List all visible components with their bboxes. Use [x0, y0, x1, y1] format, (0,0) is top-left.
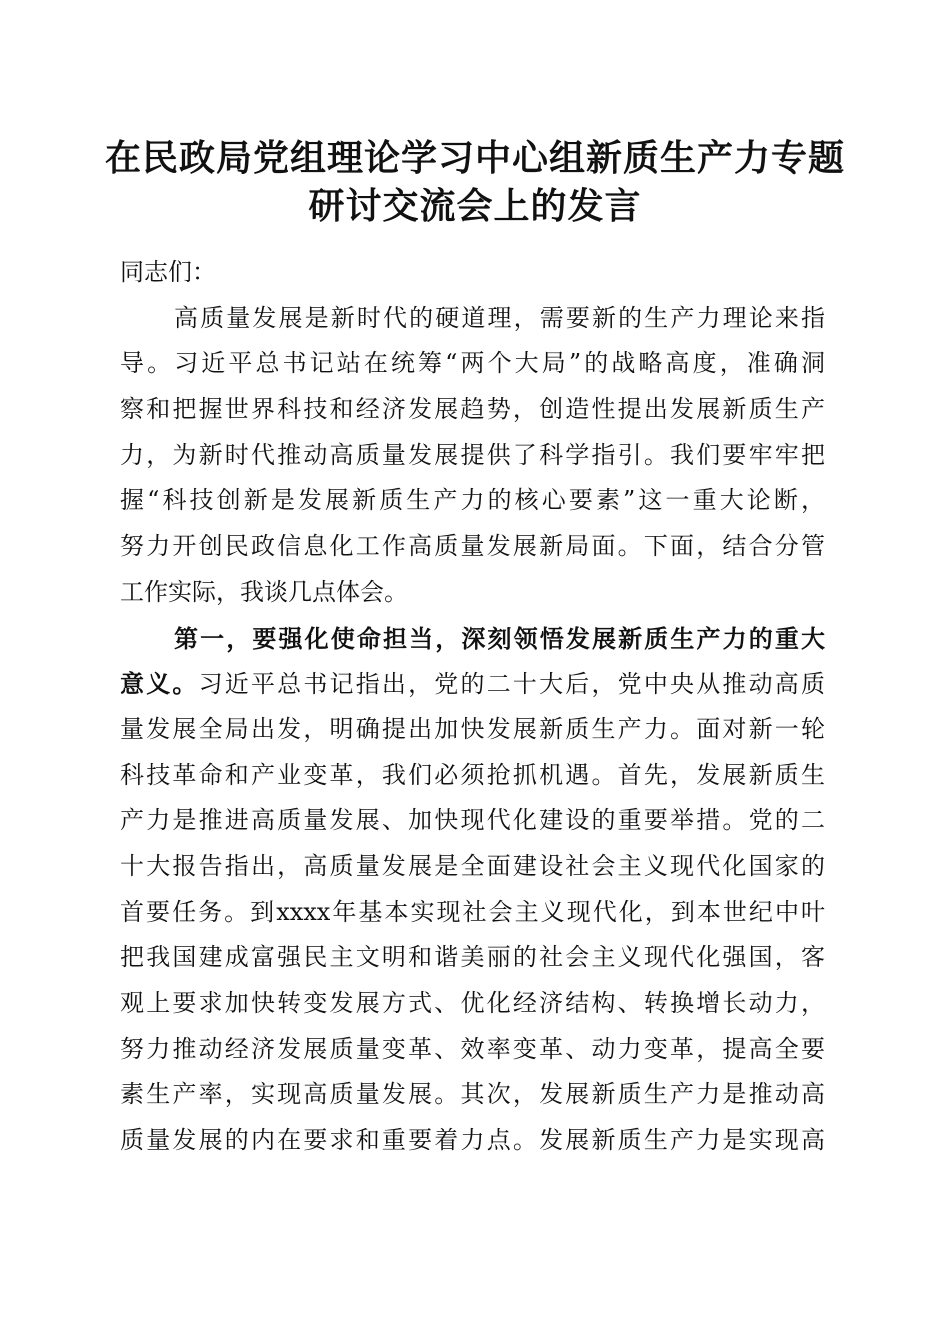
- paragraph-1-line: 力，为新时代推动高质量发展提供了科学指引。我们要牢牢把: [120, 440, 825, 469]
- section-heading-end: 意义。: [120, 669, 199, 699]
- salutation: 同志们：: [120, 258, 216, 286]
- paragraph-2-line: 观上要求加快转变发展方式、优化经济结构、转换增长动力，: [120, 989, 825, 1017]
- paragraph-1-line: 握“科技创新是发展新质生产力的核心要素”这一重大论断，: [120, 486, 825, 515]
- paragraph-1-line: 导。习近平总书记站在统筹“两个大局”的战略高度，准确洞: [120, 349, 825, 378]
- paragraph-2-line: 习近平总书记指出，党的二十大后，党中央从推动高质: [198, 670, 825, 699]
- paragraph-1-line: 高质量发展是新时代的硬道理，需要新的生产力理论来指: [174, 303, 825, 332]
- paragraph-1-line: 努力开创民政信息化工作高质量发展新局面。下面，结合分管: [120, 532, 825, 561]
- paragraph-2-line: 科技革命和产业变革，我们必须抢抓机遇。首先，发展新质生: [120, 760, 825, 789]
- paragraph-2-line: 产力是推进高质量发展、加快现代化建设的重要举措。党的二: [120, 806, 825, 835]
- document-title-line-2: 研讨交流会上的发言: [308, 185, 642, 227]
- document-body: [120, 250, 825, 1164]
- paragraph-2-line: 努力推动经济发展质量变革、效率变革、动力变革，提高全要: [120, 1034, 825, 1063]
- paragraph-1-line: 察和把握世界科技和经济发展趋势，创造性提出发展新质生产: [120, 395, 825, 424]
- paragraph-2-line: 十大报告指出，高质量发展是全面建设社会主义现代化国家的: [120, 851, 825, 880]
- paragraph-2-line: 首要任务。到xxxx年基本实现社会主义现代化，到本世纪中叶: [120, 897, 825, 926]
- section-heading-line: 第一，要强化使命担当，深刻领悟发展新质生产力的重大: [174, 623, 825, 653]
- section-heading-line-2: [120, 661, 825, 707]
- paragraph-2-line: 把我国建成富强民主文明和谐美丽的社会主义现代化强国，客: [120, 943, 825, 972]
- paragraph-2-line: 量发展全局出发，明确提出加快发展新质生产力。面对新一轮: [120, 714, 825, 743]
- paragraph-2-line: 质量发展的内在要求和重要着力点。发展新质生产力是实现高: [120, 1126, 825, 1155]
- document-title-line-1: 在民政局党组理论学习中心组新质生产力专题: [104, 137, 845, 179]
- paragraph-1-line: 工作实际，我谈几点体会。: [120, 577, 408, 606]
- paragraph-2-line: 素生产率，实现高质量发展。其次，发展新质生产力是推动高: [120, 1080, 825, 1109]
